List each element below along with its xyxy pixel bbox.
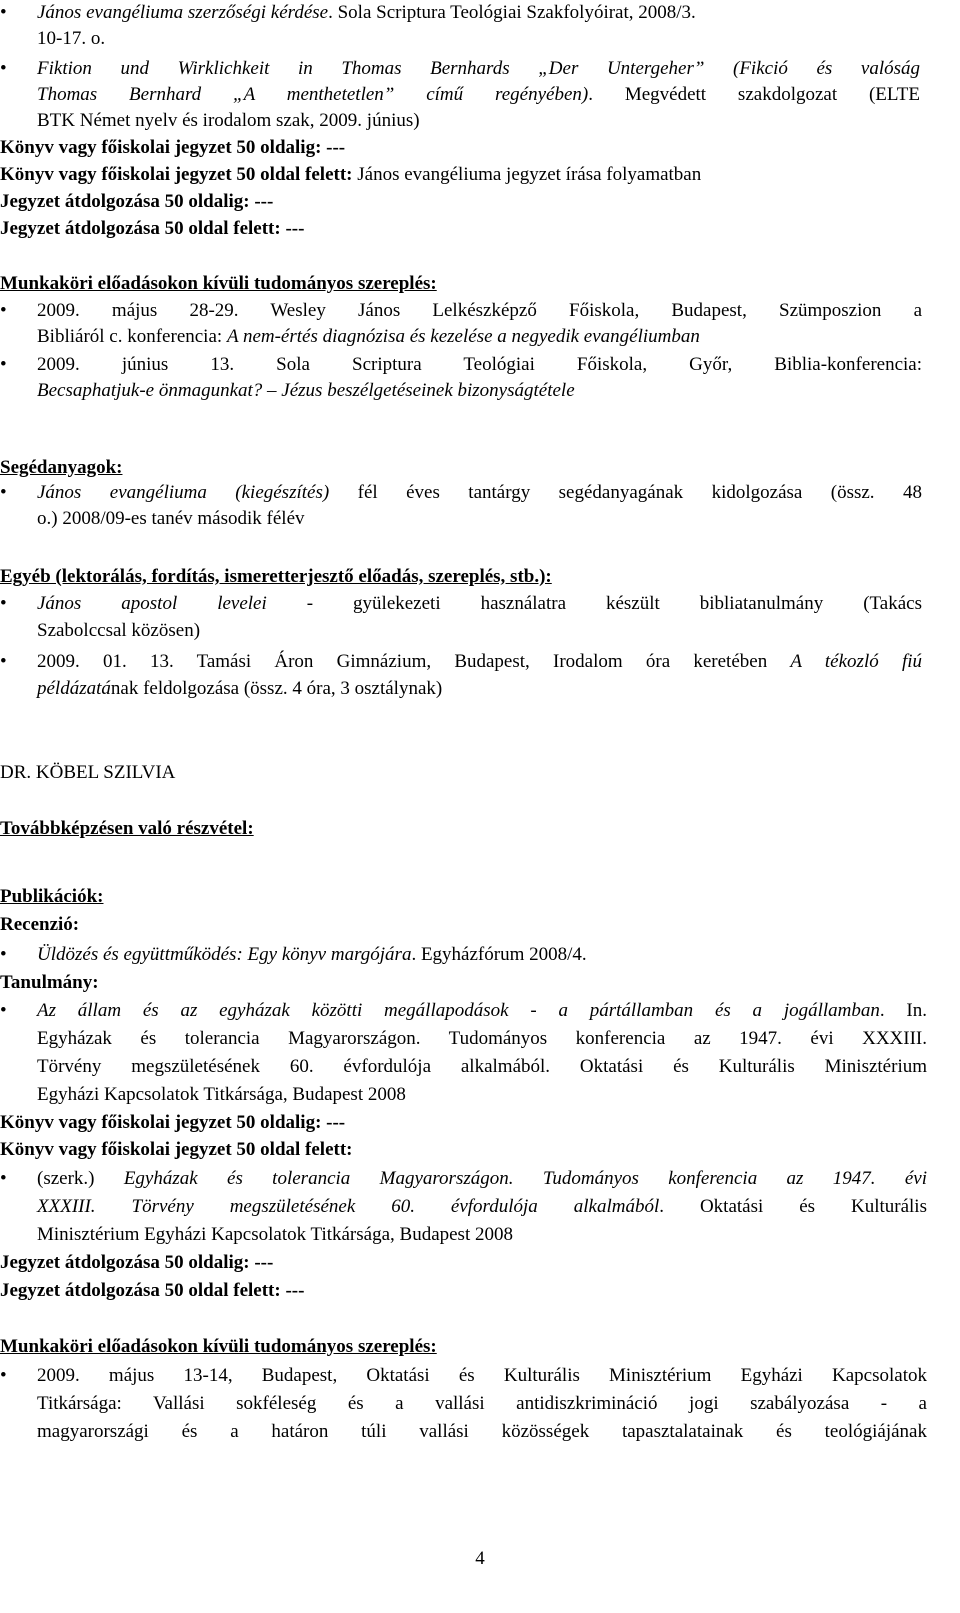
- item-text: Bibliáról c. konferencia:: [37, 326, 227, 347]
- thesis-title-cont: Thomas Bernhard „A menthetetlen” című regényében): [37, 84, 589, 105]
- list-item: [0, 998, 928, 1024]
- lesson-title-cont: példázatá: [37, 678, 111, 699]
- list-item: [0, 352, 922, 378]
- page-number: 4: [475, 1548, 485, 1569]
- field-row: [0, 162, 701, 188]
- bullet: •: [0, 354, 7, 375]
- list-item-continuation: Egyházak és tolerancia Magyarországon. Tudományos konferencia az 1947. évi XXXIII.: [37, 1028, 927, 1049]
- book-title-cont: XXXIII. Törvény megszületésének 60. évfordulója alkalmából: [37, 1196, 660, 1217]
- list-item-continuation: Szabolccsal közösen): [37, 620, 201, 641]
- list-item-continuation: Törvény megszületésének 60. évfordulója alkalmából. Oktatási és Kulturális Minisztérium: [37, 1056, 927, 1077]
- item-text: 2009. június 13. Sola Scriptura Teológiai Főiskola, Győr, Biblia-konferencia:: [37, 354, 922, 375]
- list-item: [0, 1166, 927, 1192]
- lesson-title: A tékozló fiú: [790, 651, 923, 672]
- list-item: [0, 649, 923, 675]
- field-label: Jegyzet átdolgozása 50 oldal felett: ---: [0, 218, 305, 239]
- section-heading: Munkaköri előadásokon kívüli tudományos szereplés:: [0, 1336, 437, 1357]
- study-title: Az állam és az egyházak közötti megállapodások - a pártállamban és a jogállamban: [37, 1000, 880, 1021]
- list-item-continuation: magyarországi és a határon túli vallási közösségek tapasztalatainak és teológiájának: [37, 1421, 927, 1442]
- item-text: (szerk.): [37, 1168, 124, 1189]
- list-item-continuation: Titkársága: Vallási sokféleség és a vallási antidiszkrimináció jogi szabályozása - a: [37, 1393, 927, 1414]
- item-text: 2009. május 13-14, Budapest, Oktatási és Kulturális Minisztérium Egyházi Kapcsolatok: [37, 1365, 927, 1386]
- list-item-continuation: o.) 2008/09-es tanév második félév: [37, 508, 305, 529]
- study-title: János apostol levelei: [37, 593, 267, 614]
- item-text: . Egyházfórum 2008/4.: [411, 944, 587, 965]
- subsection-label: Tanulmány:: [0, 972, 99, 993]
- list-item-continuation: Egyházi Kapcsolatok Titkársága, Budapest 2008: [37, 1084, 406, 1105]
- subsection-label: Recenzió:: [0, 914, 80, 935]
- person-name: DR. KÖBEL SZILVIA: [0, 762, 176, 783]
- talk-title: A nem-értés diagnózisa és kezelése a negyedik evangéliumban: [226, 326, 700, 347]
- thesis-title: Fiktion und Wirklichkeit in Thomas Bernhards „Der Untergeher” (Fikció és valóság: [37, 58, 920, 79]
- bullet: •: [0, 482, 7, 503]
- thesis-note: . Megvédett szakdolgozat (ELTE: [588, 84, 920, 105]
- list-item: [0, 591, 922, 617]
- bullet: •: [0, 2, 7, 23]
- list-item-continuation: [37, 82, 920, 108]
- bullet: •: [0, 944, 7, 965]
- bullet: •: [0, 1000, 7, 1021]
- section-heading: Segédanyagok:: [0, 457, 123, 478]
- article-source: . Sola Scriptura Teológiai Szakfolyóirat, 2008/3.: [328, 2, 696, 23]
- section-heading: Egyéb (lektorálás, fordítás, ismeretterjesztő előadás, szereplés, stb.):: [0, 566, 552, 587]
- bullet: •: [0, 1365, 7, 1386]
- field-label: Jegyzet átdolgozása 50 oldal felett: ---: [0, 1280, 305, 1301]
- bullet: •: [0, 1168, 7, 1189]
- bullet: •: [0, 300, 7, 321]
- field-label: Könyv vagy főiskolai jegyzet 50 oldalig: ---: [0, 1112, 346, 1133]
- field-label: Jegyzet átdolgozása 50 oldalig: ---: [0, 1252, 274, 1273]
- field-label: Könyv vagy főiskolai jegyzet 50 oldalig: ---: [0, 137, 346, 158]
- book-title: Egyházak és tolerancia Magyarországon. Tudományos konferencia az 1947. évi: [123, 1168, 927, 1189]
- list-item-continuation: [37, 1194, 927, 1220]
- section-heading: Munkaköri előadásokon kívüli tudományos szereplés:: [0, 273, 437, 294]
- list-item: [0, 56, 920, 82]
- list-item-continuation: Minisztérium Egyházi Kapcsolatok Titkársága, Budapest 2008: [37, 1224, 513, 1245]
- bullet: •: [0, 651, 7, 672]
- list-item: [0, 0, 696, 26]
- list-item-continuation: [37, 324, 700, 350]
- field-label: Könyv vagy főiskolai jegyzet 50 oldal felett:: [0, 164, 353, 185]
- field-value: János evangéliuma jegyzet írása folyamatban: [352, 164, 702, 185]
- item-text: 2009. 01. 13. Tamási Áron Gimnázium, Budapest, Irodalom óra keretében: [37, 651, 791, 672]
- field-label: Könyv vagy főiskolai jegyzet 50 oldal felett:: [0, 1139, 353, 1160]
- item-text: fél éves tantárgy segédanyagának kidolgozása (össz. 48: [329, 482, 922, 503]
- aid-title: János evangéliuma (kiegészítés): [37, 482, 330, 503]
- list-item: [0, 942, 587, 968]
- bullet: •: [0, 593, 7, 614]
- field-label: Jegyzet átdolgozása 50 oldalig: ---: [0, 191, 274, 212]
- list-item: [0, 480, 922, 506]
- item-text: . In.: [879, 1000, 928, 1021]
- bullet: •: [0, 58, 7, 79]
- item-text: 2009. május 28-29. Wesley János Lelkészképző Főiskola, Budapest, Szümposzion a: [37, 300, 922, 321]
- review-title: Üldözés és együttműködés: Egy könyv margójára: [37, 944, 412, 965]
- item-text: . Oktatási és Kulturális: [659, 1196, 927, 1217]
- list-item-continuation: [37, 676, 442, 702]
- list-item-continuation: 10-17. o.: [37, 28, 106, 49]
- section-heading: Publikációk:: [0, 886, 104, 907]
- section-heading: Továbbképzésen való részvétel:: [0, 818, 254, 839]
- talk-title: Becsaphatjuk-e önmagunkat? – Jézus beszélgetéseinek bizonyságtétele: [37, 380, 575, 401]
- item-text: - gyülekezeti használatra készült bibliatanulmány (Takács: [266, 593, 922, 614]
- item-text: nak feldolgozása (össz. 4 óra, 3 osztálynak): [110, 678, 443, 699]
- article-title: János evangéliuma szerzőségi kérdése: [37, 2, 329, 23]
- list-item: [0, 298, 922, 324]
- list-item-continuation: BTK Német nyelv és irodalom szak, 2009. június): [37, 110, 420, 131]
- list-item: [0, 1363, 927, 1389]
